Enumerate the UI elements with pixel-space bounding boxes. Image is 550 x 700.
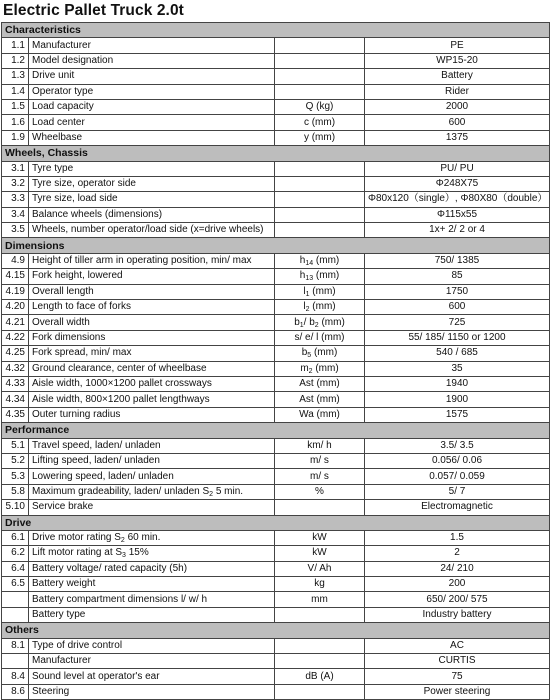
row-label: Steering: [29, 684, 275, 699]
row-label-suffix: 15%: [125, 547, 149, 559]
unit-suffix: (mm): [312, 362, 339, 374]
row-label: Fork height, lowered: [29, 269, 275, 284]
row-value: Industry battery: [365, 607, 550, 622]
table-row: [2, 592, 550, 607]
row-label: Manufacturer: [29, 38, 275, 53]
row-label: Outer turning radius: [29, 407, 275, 422]
row-unit: [275, 684, 365, 699]
row-number: 6.2: [2, 546, 29, 561]
row-value: 1575: [365, 407, 550, 422]
row-value: 2000: [365, 99, 550, 114]
row-unit: [275, 315, 365, 330]
table-row: [2, 407, 550, 422]
table-row: [2, 130, 550, 145]
unit-suffix: (mm): [309, 301, 336, 313]
unit-subscript: 1: [299, 321, 304, 329]
unit-suffix: (mm): [311, 347, 338, 359]
row-unit: [275, 500, 365, 515]
section-header-row: [2, 23, 550, 38]
section-title: Performance: [2, 423, 550, 438]
row-number: 6.5: [2, 577, 29, 592]
row-value: 540 / 685: [365, 346, 550, 361]
section-title: Wheels, Chassis: [2, 146, 550, 161]
unit-suffix: (mm): [313, 255, 340, 267]
row-value: 35: [365, 361, 550, 376]
row-number: 4.19: [2, 284, 29, 299]
row-label: [29, 530, 275, 545]
row-unit: [275, 346, 365, 361]
spec-table-body: [2, 23, 550, 700]
table-row: [2, 638, 550, 653]
row-label: [29, 546, 275, 561]
section-title: Characteristics: [2, 23, 550, 38]
row-value: PE: [365, 38, 550, 53]
table-row: [2, 115, 550, 130]
table-row: [2, 376, 550, 391]
section-header-row: [2, 515, 550, 530]
row-value: Power steering: [365, 684, 550, 699]
row-unit: Wa (mm): [275, 407, 365, 422]
row-number: 3.5: [2, 223, 29, 238]
row-number: 3.1: [2, 161, 29, 176]
row-value: 1900: [365, 392, 550, 407]
row-unit: %: [275, 484, 365, 499]
row-label-suffix: 5 min.: [213, 485, 244, 497]
row-label: Overall length: [29, 284, 275, 299]
table-row: [2, 438, 550, 453]
row-number: [2, 592, 29, 607]
row-label: Manufacturer: [29, 654, 275, 669]
row-number: 5.2: [2, 453, 29, 468]
unit-symbol: l: [303, 285, 306, 297]
row-number: 3.3: [2, 192, 29, 207]
table-row: [2, 546, 550, 561]
row-value: 75: [365, 669, 550, 684]
section-title: Drive: [2, 515, 550, 530]
row-unit: [275, 607, 365, 622]
row-label: Lifting speed, laden/ unladen: [29, 453, 275, 468]
row-value: 2: [365, 546, 550, 561]
row-unit: [275, 223, 365, 238]
row-value: 0.056/ 0.06: [365, 453, 550, 468]
row-unit: m/ s: [275, 453, 365, 468]
row-label: Balance wheels (dimensions): [29, 207, 275, 222]
unit-suffix: (mm): [313, 270, 340, 282]
row-unit: [275, 638, 365, 653]
row-value: 0.057/ 0.059: [365, 469, 550, 484]
unit-subscript: 1: [305, 290, 310, 298]
row-unit: [275, 253, 365, 268]
row-value: 1750: [365, 284, 550, 299]
table-row: [2, 484, 550, 499]
table-row: [2, 84, 550, 99]
table-row: [2, 176, 550, 191]
row-unit: [275, 654, 365, 669]
row-number: 4.35: [2, 407, 29, 422]
row-unit: c (mm): [275, 115, 365, 130]
row-value: 55/ 185/ 1150 or 1200: [365, 330, 550, 345]
row-number: 6.4: [2, 561, 29, 576]
row-unit: kW: [275, 530, 365, 545]
table-row: [2, 315, 550, 330]
row-unit: kg: [275, 577, 365, 592]
row-value: 1x+ 2/ 2 or 4: [365, 223, 550, 238]
row-number: 1.4: [2, 84, 29, 99]
row-label: Load capacity: [29, 99, 275, 114]
row-value: 650/ 200/ 575: [365, 592, 550, 607]
row-number: 1.9: [2, 130, 29, 145]
row-value: 600: [365, 300, 550, 315]
row-label: Type of drive control: [29, 638, 275, 653]
row-value: 85: [365, 269, 550, 284]
row-value: 1.5: [365, 530, 550, 545]
row-number: 1.5: [2, 99, 29, 114]
row-label-text: Maximum gradeability, laden/ unladen S: [32, 485, 210, 497]
table-row: [2, 53, 550, 68]
row-unit: V/ Ah: [275, 561, 365, 576]
row-label-text: Lift motor rating at S: [32, 547, 123, 559]
row-value: 750/ 1385: [365, 253, 550, 268]
row-unit: [275, 161, 365, 176]
row-unit: [275, 192, 365, 207]
row-value: 1940: [365, 376, 550, 391]
unit-symbol: h: [299, 270, 306, 282]
row-label: Tyre size, load side: [29, 192, 275, 207]
unit-symbol: h: [299, 255, 306, 267]
row-unit: kW: [275, 546, 365, 561]
row-value: PU/ PU: [365, 161, 550, 176]
row-number: 8.4: [2, 669, 29, 684]
row-label: Operator type: [29, 84, 275, 99]
section-header-row: [2, 423, 550, 438]
row-value: Battery: [365, 69, 550, 84]
row-number: 4.15: [2, 269, 29, 284]
row-label-subscript: 2: [120, 537, 125, 545]
table-row: [2, 346, 550, 361]
unit-subscript: 14: [305, 260, 314, 268]
unit-subscript: 13: [305, 275, 314, 283]
unit-subscript: 2: [308, 367, 313, 375]
spec-table: [1, 22, 550, 700]
table-row: [2, 223, 550, 238]
row-value: Electromagnetic: [365, 500, 550, 515]
row-label: Wheelbase: [29, 130, 275, 145]
row-unit: [275, 269, 365, 284]
row-unit: Q (kg): [275, 99, 365, 114]
unit-subscript: 2: [314, 321, 319, 329]
row-label: Length to face of forks: [29, 300, 275, 315]
unit-symbol: l: [303, 301, 306, 313]
table-row: [2, 330, 550, 345]
row-number: 4.34: [2, 392, 29, 407]
row-unit: [275, 361, 365, 376]
row-number: 4.9: [2, 253, 29, 268]
section-title: Dimensions: [2, 238, 550, 253]
row-unit: dB (A): [275, 669, 365, 684]
row-label: Overall width: [29, 315, 275, 330]
row-label: Lowering speed, laden/ unladen: [29, 469, 275, 484]
row-unit: Ast (mm): [275, 392, 365, 407]
row-unit: [275, 284, 365, 299]
row-number: [2, 654, 29, 669]
row-value: Φ248X75: [365, 176, 550, 191]
row-label: Service brake: [29, 500, 275, 515]
row-number: 5.3: [2, 469, 29, 484]
page-title: Electric Pallet Truck 2.0t: [3, 2, 184, 19]
unit-symbol: b: [301, 347, 308, 359]
row-unit: m/ s: [275, 469, 365, 484]
table-row: [2, 607, 550, 622]
row-unit: y (mm): [275, 130, 365, 145]
row-number: 5.8: [2, 484, 29, 499]
table-row: [2, 654, 550, 669]
row-value: CURTIS: [365, 654, 550, 669]
row-number: 8.1: [2, 638, 29, 653]
row-number: 4.33: [2, 376, 29, 391]
row-label-subscript: 2: [209, 490, 214, 498]
row-label: Travel speed, laden/ unladen: [29, 438, 275, 453]
row-number: 1.2: [2, 53, 29, 68]
unit-suffix: (mm): [318, 316, 345, 328]
row-number: 1.6: [2, 115, 29, 130]
row-number: 3.2: [2, 176, 29, 191]
row-unit: [275, 207, 365, 222]
row-value: Φ115x55: [365, 207, 550, 222]
row-label: Load center: [29, 115, 275, 130]
row-value: WP15-20: [365, 53, 550, 68]
row-label: Battery voltage/ rated capacity (5h): [29, 561, 275, 576]
table-row: [2, 161, 550, 176]
row-unit: [275, 176, 365, 191]
row-number: 4.22: [2, 330, 29, 345]
row-unit: [275, 53, 365, 68]
table-row: [2, 453, 550, 468]
row-unit: [275, 69, 365, 84]
row-label: Height of tiller arm in operating position, min/ max: [29, 253, 275, 268]
row-value: 200: [365, 577, 550, 592]
table-row: [2, 207, 550, 222]
table-row: [2, 300, 550, 315]
row-label: Tyre type: [29, 161, 275, 176]
unit-subscript: 5: [307, 352, 312, 360]
row-number: 4.20: [2, 300, 29, 315]
row-label-suffix: 60 min.: [124, 532, 161, 544]
row-label-subscript: 3: [122, 552, 126, 560]
row-value: 1375: [365, 130, 550, 145]
row-label: [29, 484, 275, 499]
table-row: [2, 684, 550, 699]
row-number: 8.6: [2, 684, 29, 699]
row-label-text: Drive motor rating S: [32, 532, 121, 544]
row-number: 4.25: [2, 346, 29, 361]
unit-suffix: (mm): [309, 285, 336, 297]
table-row: [2, 577, 550, 592]
row-unit: Ast (mm): [275, 376, 365, 391]
table-row: [2, 269, 550, 284]
row-number: 3.4: [2, 207, 29, 222]
section-title: Others: [2, 623, 550, 638]
table-row: [2, 361, 550, 376]
table-row: [2, 253, 550, 268]
table-row: [2, 69, 550, 84]
row-unit: km/ h: [275, 438, 365, 453]
table-row: [2, 500, 550, 515]
row-value: Rider: [365, 84, 550, 99]
row-unit: [275, 300, 365, 315]
row-unit: s/ e/ l (mm): [275, 330, 365, 345]
row-label: Ground clearance, center of wheelbase: [29, 361, 275, 376]
section-header-row: [2, 623, 550, 638]
section-header-row: [2, 146, 550, 161]
row-number: 5.10: [2, 500, 29, 515]
table-row: [2, 99, 550, 114]
unit-subscript: 2: [305, 306, 310, 314]
row-number: 4.21: [2, 315, 29, 330]
row-label: Aisle width, 800×1200 pallet lengthways: [29, 392, 275, 407]
row-unit: mm: [275, 592, 365, 607]
row-value: 3.5/ 3.5: [365, 438, 550, 453]
row-label: Tyre size, operator side: [29, 176, 275, 191]
row-value: AC: [365, 638, 550, 653]
row-number: 4.32: [2, 361, 29, 376]
row-unit: [275, 84, 365, 99]
row-value: 725: [365, 315, 550, 330]
row-number: 6.1: [2, 530, 29, 545]
row-unit: [275, 38, 365, 53]
unit-symbol: b: [294, 316, 300, 328]
table-row: [2, 469, 550, 484]
table-row: [2, 192, 550, 207]
row-value: Φ80x120（single）, Φ80X80（double）: [365, 192, 550, 207]
row-label: Model designation: [29, 53, 275, 68]
table-row: [2, 38, 550, 53]
table-row: [2, 392, 550, 407]
table-row: [2, 530, 550, 545]
row-label: Battery compartment dimensions l/ w/ h: [29, 592, 275, 607]
row-value: 600: [365, 115, 550, 130]
row-label: Fork spread, min/ max: [29, 346, 275, 361]
row-label: Fork dimensions: [29, 330, 275, 345]
row-value: 5/ 7: [365, 484, 550, 499]
row-number: 1.3: [2, 69, 29, 84]
row-label: Aisle width, 1000×1200 pallet crossways: [29, 376, 275, 391]
row-label: Battery type: [29, 607, 275, 622]
row-label: Sound level at operator's ear: [29, 669, 275, 684]
row-number: 5.1: [2, 438, 29, 453]
section-header-row: [2, 238, 550, 253]
row-number: 1.1: [2, 38, 29, 53]
unit-symbol: m: [300, 362, 309, 374]
table-row: [2, 669, 550, 684]
table-row: [2, 284, 550, 299]
row-label: Battery weight: [29, 577, 275, 592]
row-label: Wheels, number operator/load side (x=drive wheels): [29, 223, 275, 238]
table-row: [2, 561, 550, 576]
row-number: [2, 607, 29, 622]
row-value: 24/ 210: [365, 561, 550, 576]
unit-suffix: / b: [303, 316, 315, 328]
row-label: Drive unit: [29, 69, 275, 84]
